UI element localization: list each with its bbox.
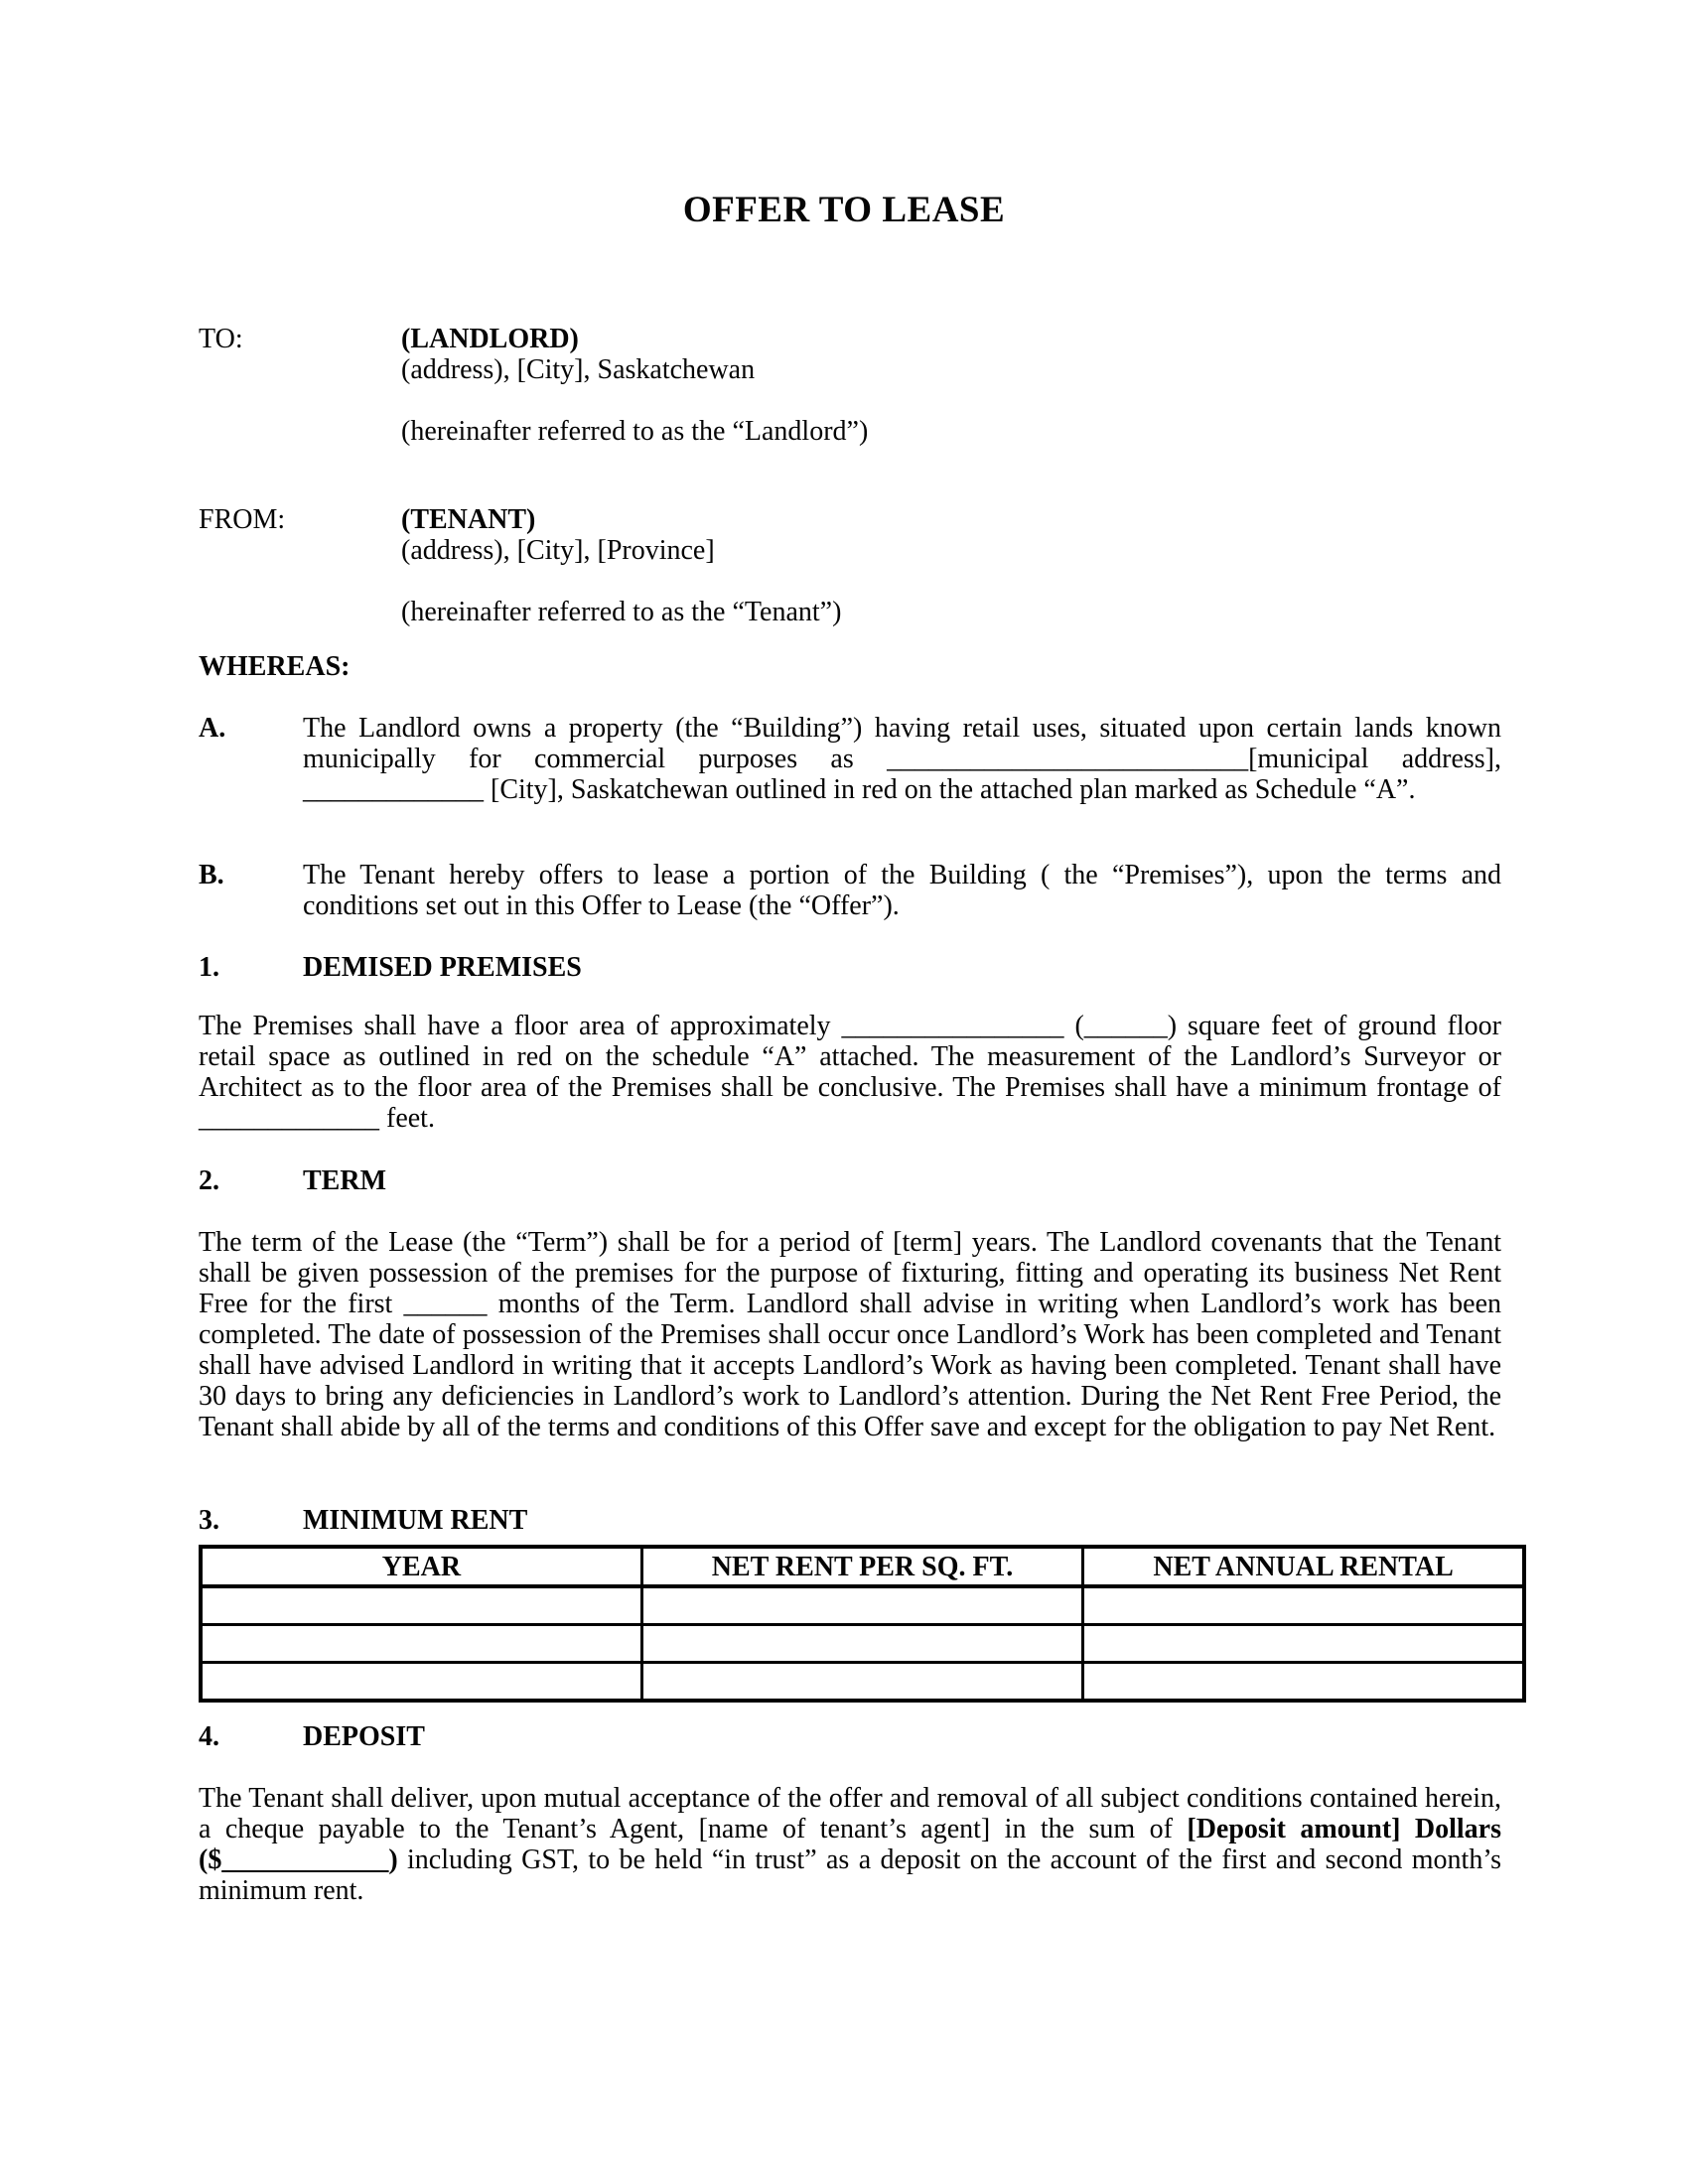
section-2-number: 2. (199, 1165, 219, 1196)
to-label: TO: (199, 324, 243, 354)
tenant-address: (address), [City], [Province] (401, 535, 715, 566)
rent-table-cell (201, 1625, 641, 1663)
rent-table-cell (641, 1663, 1082, 1702)
rent-table-header-year: YEAR (201, 1547, 641, 1586)
recital-a-label: A. (199, 713, 226, 744)
landlord-details (401, 324, 1501, 447)
whereas-heading: WHEREAS: (199, 651, 351, 682)
recital-a (199, 713, 1501, 805)
tenant-reference: (hereinafter referred to as the “Tenant”) (401, 597, 842, 627)
section-1-body-block (199, 1011, 1501, 1134)
rent-table-header-net-rent-per-sqft: NET RENT PER SQ. FT. (641, 1547, 1082, 1586)
section-2-heading: TERM (303, 1165, 386, 1196)
deposit-text-end: including GST, to be held “in trust” as a deposit on the account of the first and second month’s minimum rent. (199, 1844, 1501, 1906)
section-1-number: 1. (199, 952, 219, 983)
section-3-number: 3. (199, 1505, 219, 1536)
rent-table-cell (1083, 1586, 1524, 1625)
section-3-heading: MINIMUM RENT (303, 1505, 528, 1536)
recital-a-text: The Landlord owns a property (the “Building”) having retail uses, situated upon certain lands known municipally for commercial purposes as __________________________[municipal address], _____________ [City], Saskatchewan outlined in red on the attached plan marked as Schedule “A”. (303, 713, 1501, 805)
tenant-details (401, 504, 1501, 627)
section-4-body-block (199, 1783, 1501, 1906)
landlord-reference: (hereinafter referred to as the “Landlord”) (401, 416, 869, 447)
section-4-heading-row (199, 1721, 1501, 1752)
rent-table-cell (641, 1586, 1082, 1625)
section-2-paragraph: The term of the Lease (the “Term”) shall be for a period of [term] years. The Landlord covenants that the Tenant shall be given possession of the premises for the purpose of fixturing, fitting and operating its business Net Rent Free for the first ______ months of the Term. Landlord shall advise in writing when Landlord’s work has been completed. The date of possession of the Premises shall occur once Landlord’s Work has been completed and Tenant shall have advised Landlord in writing that it accepts Landlord’s Work as having been completed. Tenant shall have 30 days to bring any deficiencies in Landlord’s work to Landlord’s attention. During the Net Rent Free Period, the Tenant shall abide by all of the terms and conditions of this Offer save and except for the obligation to pay Net Rent. (199, 1227, 1501, 1442)
to-block (199, 324, 1501, 447)
document-title: OFFER TO LEASE (682, 190, 1006, 230)
landlord-name: (LANDLORD) (401, 324, 579, 354)
deposit-amount-bold: [Deposit amount] Dollars ($____________) (199, 1814, 1502, 1875)
blank-line (401, 385, 1501, 416)
rent-table-header-net-annual-rental: NET ANNUAL RENTAL (1083, 1547, 1524, 1586)
landlord-address: (address), [City], Saskatchewan (401, 354, 756, 385)
tenant-name: (TENANT) (401, 504, 536, 535)
rent-table-row (201, 1586, 1524, 1625)
recital-b-text: The Tenant hereby offers to lease a portion of the Building ( the “Premises”), upon the terms and conditions set out in this Offer to Lease (the “Offer”). (303, 860, 1501, 921)
deposit-text-start: The Tenant shall deliver, upon mutual acceptance of the offer and removal of all subject conditions contained herein, a cheque payable to the Tenant’s Agent, [name of tenant’s agent] in the sum of (199, 1783, 1501, 1844)
section-1-paragraph: The Premises shall have a floor area of approximately ________________ (______) square feet of ground floor retail space as outlined in red on the schedule “A” attached. The measurement of the Landlord’s Surveyor or Architect as to the floor area of the Premises shall be conclusive. The Premises shall have a minimum frontage of _____________ feet. (199, 1011, 1501, 1134)
minimum-rent-table (199, 1545, 1526, 1703)
section-1-heading: DEMISED PREMISES (303, 952, 582, 983)
rent-table-cell (201, 1586, 641, 1625)
section-4-heading: DEPOSIT (303, 1721, 425, 1752)
rent-table-header-row (201, 1547, 1524, 1586)
section-1-heading-row (199, 952, 1501, 983)
recital-b-label: B. (199, 860, 224, 890)
rent-table-cell (1083, 1625, 1524, 1663)
from-block (199, 504, 1501, 627)
section-4-paragraph (199, 1783, 1501, 1906)
rent-table-row (201, 1663, 1524, 1702)
recital-b (199, 860, 1501, 921)
from-label: FROM: (199, 504, 286, 535)
section-3-heading-row (199, 1505, 1501, 1536)
rent-table-cell (641, 1625, 1082, 1663)
section-4-number: 4. (199, 1721, 219, 1752)
section-2-body-block (199, 1227, 1501, 1442)
rent-table-cell (201, 1663, 641, 1702)
rent-table-row (201, 1625, 1524, 1663)
section-2-heading-row (199, 1165, 1501, 1196)
rent-table-cell (1083, 1663, 1524, 1702)
blank-line (401, 566, 1501, 597)
